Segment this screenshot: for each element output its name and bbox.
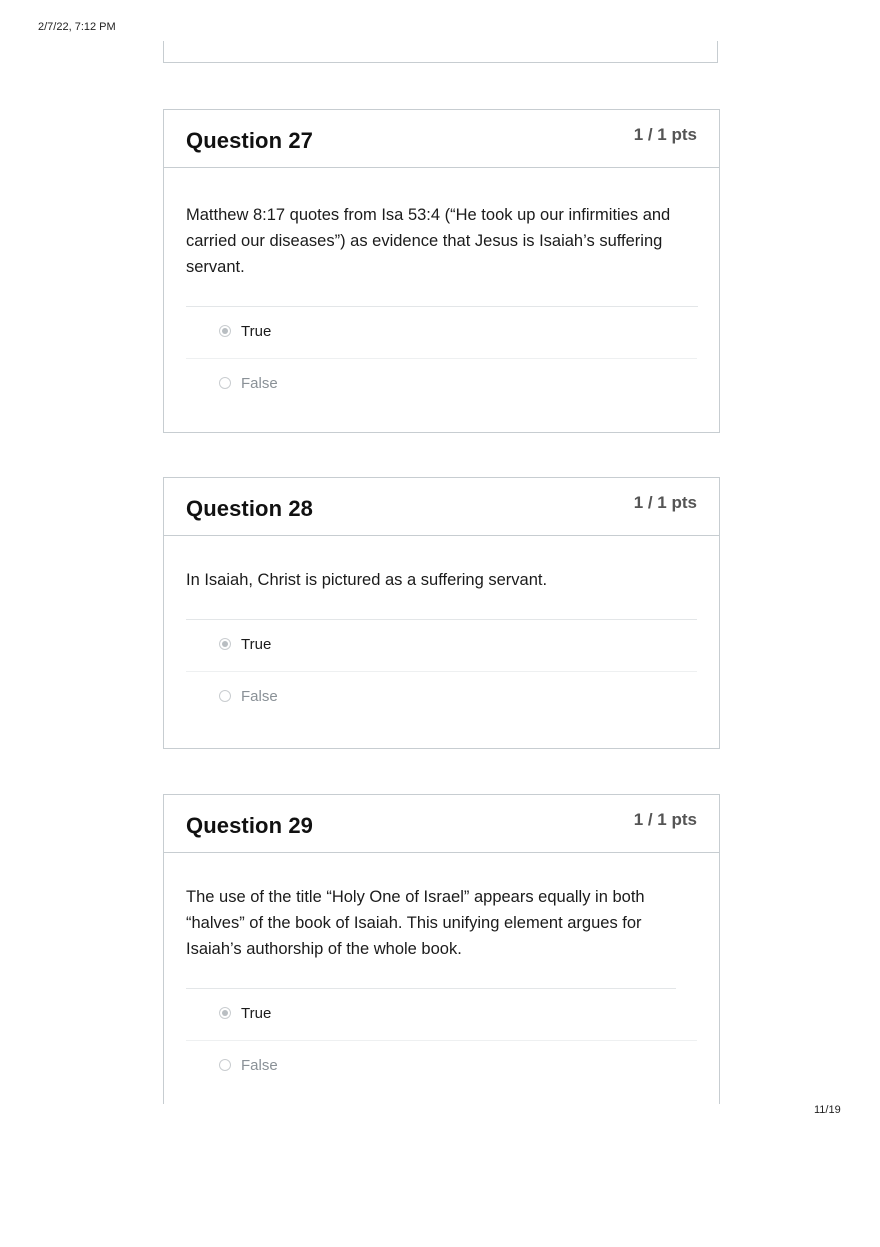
question-title: Question 29: [186, 813, 314, 838]
question-points: 1 / 1 pts: [633, 810, 697, 829]
answer-label: False: [241, 375, 278, 392]
answer-label: True: [241, 636, 272, 653]
radio-unselected-icon[interactable]: [219, 377, 231, 389]
question-title: Question 28: [186, 496, 314, 521]
question-text: In Isaiah, Christ is pictured as a suffering servant.: [186, 567, 697, 620]
question-text: The use of the title “Holy One of Israel” appears equally in both “halves” of the book of Isaiah. This unifying element argues for Isaiah’s authorship of the whole book.: [186, 884, 676, 989]
answer-option-true[interactable]: [186, 989, 697, 1041]
answer-option-false[interactable]: [186, 359, 697, 411]
print-datetime: 2/7/22, 7:12 PM: [38, 21, 116, 33]
answer-option-true[interactable]: [186, 620, 697, 672]
radio-unselected-icon[interactable]: [219, 690, 231, 702]
question-body: [164, 536, 719, 724]
answer-label: True: [241, 1005, 272, 1022]
radio-selected-icon[interactable]: [219, 325, 231, 337]
previous-question-card-end: [163, 41, 718, 63]
radio-selected-icon[interactable]: [219, 1007, 231, 1019]
question-points: 1 / 1 pts: [633, 125, 697, 144]
answer-option-false[interactable]: [186, 672, 697, 724]
answer-option-false[interactable]: [186, 1041, 697, 1093]
question-header: [164, 478, 719, 536]
answer-label: False: [241, 688, 278, 705]
question-points: 1 / 1 pts: [633, 493, 697, 512]
question-header: [164, 110, 719, 168]
answer-option-true[interactable]: [186, 307, 697, 359]
question-body: [164, 168, 719, 411]
answer-label: False: [241, 1057, 278, 1074]
question-card: [163, 477, 720, 749]
question-title: Question 27: [186, 128, 314, 153]
page-number: 11/19: [814, 1104, 841, 1116]
answer-label: True: [241, 323, 272, 340]
radio-unselected-icon[interactable]: [219, 1059, 231, 1071]
question-card: [163, 109, 720, 433]
question-text: Matthew 8:17 quotes from Isa 53:4 (“He took up our infirmities and carried our diseases”) as evidence that Jesus is Isaiah’s suffering servant.: [186, 202, 698, 307]
radio-selected-icon[interactable]: [219, 638, 231, 650]
question-card: [163, 794, 720, 1104]
question-body: [164, 853, 719, 1093]
question-header: [164, 795, 719, 853]
